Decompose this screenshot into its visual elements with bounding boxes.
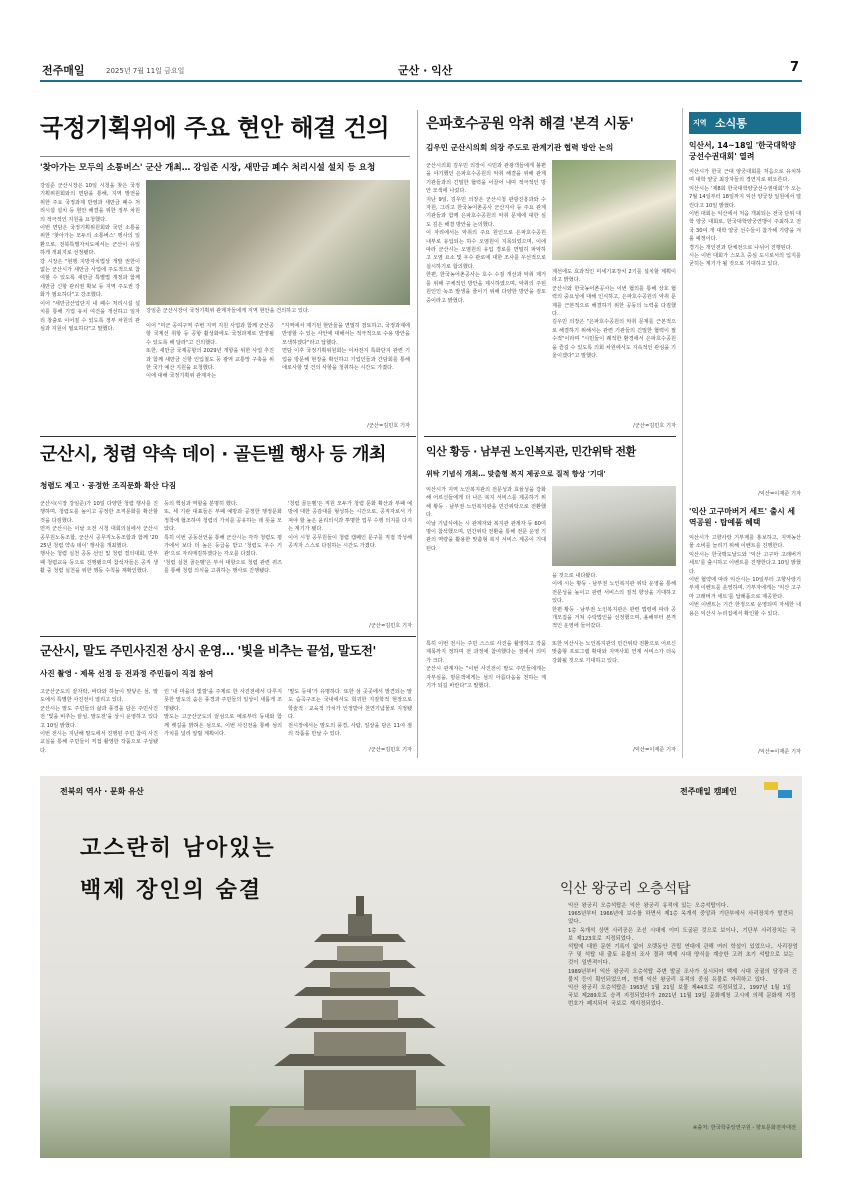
sidebar-item1-byline: /익산=이재준 기자: [758, 491, 801, 497]
sidebar-header: [689, 112, 801, 134]
article1-photo-caption: 강임준 군산시장이 국정기획위 관계자들에게 지역 현안을 건의하고 있다.: [146, 308, 310, 314]
column-divider: [417, 110, 418, 758]
article3-body-col2: 등의 핵심과 역할을 분명히 했다. 또, 세 기관 대표들은 부패 예방과 공정한 행정문화 정착에 협조하여 청렴의 가치를 공유하는 데 뜻을 모았다. 특히 이번 공동선언을 통해 군산시는 각각 청렴도 평가에서 보다 더 높은 등급을 받고 '청렴도 우수 기관'으로 자리매김하겠다는 각오를 다졌다. '청렴 실천 골든벨'은 부서 대항으로 청렴 관련 퀴즈를 통해 청렴 의식을 고취하는 행사로 진행됐다.: [164, 501, 282, 575]
article2-headline: 은파호수공원 악취 해결 '본격 시동': [426, 116, 634, 132]
article5-headline: 군산시, 말도 주민사진전 상시 운영… '빛을 비추는 끝섬, 말도전': [40, 643, 376, 658]
article4-byline: /익산=이재준 기자: [633, 747, 676, 753]
pagoda-description: 익산 왕궁리 오층석탑은 익산 왕궁리 유적에 있는 오층석탑이다. 1965년부터 1966년에 보수를 하면서 제1층 옥개석 중앙과 기단부에서 사리장치가 발견되었다. 1층 옥개석 상면 사리공은 조선 시대에 이미 도굴된 것으로 보이나, 기단부 사리장치는 국보 제123호로 지정되었다. 석탑에 대한 문헌 기록이 없어 오랫동안 건립 연대에 관해 여러 학설이 있었으나, 사리장엄구 및 석탑 내 출토 유물의 조사 결과 백제 시대 양식을 계승한 고려 초기 석탑으로 보는 것이 일반적이다. 1989년부터 익산 왕궁리 오층석탑 주변 발굴 조사가 실시되어 백제 시대 궁궐의 담장과 건물지 등이 확인되었으며, 현재 익산 왕궁리 유적의 중심 유물로 자리하고 있다. 익산 왕궁리 오층석탑은 1963년 1월 21일 보물 제44호로 지정되었고, 1997년 1월 1일 국보 제289호로 승격 지정되었다가 2021년 11월 19일 문화재청 고시에 의해 문화재 지정번호가 폐지되어 국보로 재지정되었다.: [568, 903, 798, 1008]
series-label: 전북의 역사 · 문화 유산: [60, 787, 144, 796]
sidebar-item2-body: 익산시가 고향사랑 기부제를 홍보하고, 지역농산물 소비를 늘리기 위해 이벤트를 진행한다. 익산시는 한국맥도날드와 '익산 고구마 고래버거 세트'를 출시하고 이벤트를 진행한다고 10일 밝혔다. 이번 협약에 따라 익산시는 10일부터 고향사랑기부제 이벤트를 운영하며, 기부자에게는 '익산 고구마 고래버거 세트'를 답례품으로 제공한다. 이번 이벤트는 기간 한정으로 운영되며 자세한 내용은 익산시 누리집에서 확인할 수 있다.: [689, 535, 801, 617]
sidebar-label: 지역: [693, 119, 707, 127]
campaign-accent-squares: [764, 782, 794, 798]
article1-subheadline: '찾아가는 모두의 소통버스' 군산 개최… 강임준 시장, 새만금 폐수 처리시설 설치 등 요청: [40, 163, 376, 173]
article1-headline: 국정기획위에 주요 현안 해결 건의: [40, 114, 389, 142]
sidebar-item1-body: 익산시가 한국 근대 양궁대회를 처음으로 유치하며 대학 양궁 최강자들의 경연지로 떠오른다. 익산시는 '제8회 한국대학양궁선수권대회'가 오는 7월 14일부터 18일까지 익산 양궁장 일원에서 열린다고 10일 밝혔다. 이번 대회는 익산에서 처음 개최되는 전국 단위 대학 양궁 대회로, 한국대학양궁연맹이 주최하고 전국 30여 개 대학 양궁 선수들이 참가해 기량을 겨룰 예정이다. 경기는 개인전과 단체전으로 나뉘어 진행된다. 시는 이번 대회가 스포츠 중심 도시로서의 입지를 굳히는 계기가 될 것으로 기대하고 있다.: [689, 169, 801, 268]
article4-body-col2: 을 것으로 내다봤다. 이에 시는 황등 · 남부권 노인복지관 위탁 운영을 통해 전문성을 높이고 관련 서비스의 질적 향상을 기대하고 있다. 한편 황등 · 남부권 노인복지관은 관련 법령에 따라 공개모집을 거쳐 수탁법인을 선정했으며, 올해부터 본격적인 운영에 들어갔다.: [552, 573, 676, 630]
article5-byline: /군산=김민호 기자: [369, 747, 412, 753]
divider: [40, 436, 416, 437]
sidebar-item2-byline: /익산=이재준 기자: [758, 749, 801, 755]
article1-body-col3: "지역에서 제기된 현안들을 면밀히 검토하고, 국정과제에 반영할 수 있는 사안에 대해서는 적극적으로 수용 방안을 모색하겠다"라고 답했다. 면담 이후 국정기획위원회는 이차전지 특화단지 관련 기업을 방문해 현장을 확인하고 기업인들과 간담회를 통해 애로사항 및 건의 사항을 청취하는 시간도 가졌다.: [282, 323, 410, 372]
section-title: 군산 · 익산: [398, 64, 453, 77]
accent-square-yellow: [764, 782, 778, 790]
article2-body-col2: 계선에도 효과적인 미세기포장치 2기를 설치할 계획이라고 밝혔다. 군산시와 한국농어촌공사는 이번 협의를 통해 상호 협력의 중요성에 대해 인식하고, 은파호수공원의 악취 문제를 근본적으로 해결하기 위한 공동의 노력을 다짐했다. 김우민 의장은 "은파호수공원의 악취 문제를 근본적으로 해결하기 위해서는 관련 기관들의 긴밀한 협력이 필수적"이라며 "시민들이 쾌적한 환경에서 은파호수공원을 즐길 수 있도록 의회 차원에서도 지속적인 관심을 기울이겠다"고 말했다.: [552, 269, 676, 360]
article4-headline: 익산 황등 · 남부권 노인복지관, 민간위탁 전환: [426, 445, 636, 458]
divider: [40, 636, 416, 637]
article4-photo: [552, 486, 676, 566]
article3-byline: /군산=김민호 기자: [369, 623, 412, 629]
page-header: [40, 58, 802, 82]
article2-subheadline: 김우민 군산시의회 의장 주도로 관계기관 협력 방안 논의: [426, 143, 614, 152]
article1-photo: [146, 180, 410, 305]
article5-subheadline: 사진 촬영 · 제목 선정 등 전과정 주민들이 직접 참여: [40, 669, 214, 678]
article2-photo: [552, 160, 676, 260]
campaign-label: 전주매일 캠페인: [680, 787, 737, 796]
article3-body-col3: '청렴 골든벨'은 직원 모두가 청렴 문화 확산과 부패 예방에 대한 공감대를 형성하는 시간으로, 공직자로서 가져야 할 높은 윤리의식과 투명한 업무 수행 의지를 다지는 계기가 됐다. 이어 시청 공무원들이 청렴 캠페인 문구를 직접 작성해 공직자 스스로 다짐하는 시간도 가졌다.: [288, 501, 412, 550]
article5-body-col1: 고군산군도의 끝자락, 바다와 하늘이 맞닿은 섬, 말도에서 특별한 사진전이 열리고 있다. 군산시는 말도 주민들의 삶과 풍경을 담은 주민사진전 '빛을 비추는 끝섬, 말도전'을 상시 운영하고 있다고 10일 밝혔다. 이번 전시는 지난해 말도에서 진행된 주민 참여 사진 교실을 통해 주민들이 직접 촬영한 작품으로 구성됐다.: [40, 689, 158, 754]
article1-body-col2: 이어 "미군 공여구역 주변 지역 지원 사업과 함께 군산공항 국제선 취항 등 공항 활성화에도 국정과제로 반영될 수 있도록 해 달라"고 건의했다. 또한, 새만금 국제공항의 2029년 개항을 위한 사업 추진과 함께 새만금 신항 인입철도 등 광역 교통망 구축을 위한 국가 예산 지원을 요청했다. 이에 대해 국정기획위 관계자는: [146, 323, 274, 380]
article4-body-col1: 익산시가 지역 노인복지관의 전문성과 효율성을 강화해 어르신들에게 더 나은 복지 서비스를 제공하기 위해 황등 · 남부권 노인복지관을 민간위탁으로 전환했다. 이날 기념식에는 시 관계자와 복지관 관계자 등 60여 명이 참석했으며, 민간위탁 전환을 통해 전문 운영 기관의 역량을 활용한 맞춤형 복지 서비스 제공이 기대된다.: [426, 487, 546, 552]
article3-headline: 군산시, 청렴 약속 데이 · 골든벨 행사 등 개최: [40, 444, 386, 465]
article3-body-col1: 군산시(시장 강임준)가 10일 다양한 청렴 행사를 진행하며, 청렴도를 높이고 공정한 조직문화를 확산할 것을 다짐했다. 먼저 군산시는 이날 오전 시청 대회의실에서 군산시 공무원노동조합, 군산시 공무직노동조합과 함께 '2025년 청렴 약속 데이' 행사를 개최했다. 행사는 청렴 실천 공동 선언 및 청렴 결의대회, 반부패 청렴교육 등으로 진행됐으며 참석자들은 공직 생활 중 청렴 실천을 위한 행동 수칙을 재확인했다.: [40, 501, 158, 575]
sidebar-box: [682, 108, 802, 758]
article1-body-col1: 강임준 군산시장은 10일 시청을 찾은 국정기획위원회와의 면담을 통해, 지역 발전을 위한 주요 국정과제 반영과 새만금 폐수 처리시설 설치 등 현안 해결을 위한 정부 차원의 적극적인 지원을 요청했다. 이번 면담은 국정기획위원회와 국민 소통을 위한 '찾아가는 모두의 소통버스' 행사의 일환으로, 전북특별자치도에서는 군산이 유일하게 개최지로 선정됐다. 강 시장은 "현행 지방자치법상 개발 권한이 없는 군산시가 새만금 사업에 주도적으로 참여할 수 있도록 새만금 특별법 개정과 함께 새만금 신항 관리권 확보 등 지역 주도권 강화가 필요하다"고 강조했다. 이어 "새만금산업단지 내 폐수 처리시설 설치를 통해 기업 유치 여건을 개선하고 일자리 창출로 이어질 수 있도록 정부 차원의 관심과 지원이 필요하다"고 말했다.: [40, 183, 140, 332]
masthead: 전주매일: [42, 64, 85, 77]
article2-body-col1: 군산시의회 김우민 의장이 시민과 관광객들에게 불편을 야기했던 은파호수공원의 악취 해결을 위해 관계 기관들과의 긴밀한 협력을 이끌어 내며 적극적인 방안 모색에 나섰다. 지난 9일, 김우민 의장은 군산시청 관광진흥과와 수자원, 그리고 한국농어촌공사 군산지사 등 주요 관계 기관들과 함께 은파호수공원의 악취 문제에 대한 심도 깊은 해결 방안을 논의했다. 이 자리에서는 악취의 주요 원인으로 은파호수공원 내부로 유입되는 하수 오염원이 지목되었으며, 이에 따라 군산시는 오염원의 유입 경로를 면밀히 파악하고 오염 요소 및 우수 관로에 대한 조사를 우선적으로 실시하기로 합의했다. 한편, 한국농어촌공사는 호수 수질 개선과 악취 제거를 위해 구체적인 방안을 제시하였으며, 악취의 주된 원인인 녹조 발생을 줄이기 위해 다양한 방안을 검토 중이라고 밝혔다.: [426, 163, 546, 304]
callout-line-1: 고스란히 남아있는: [80, 836, 276, 861]
article4-subheadline: 위탁 기념식 개최… 맞춤형 복지 제공으로 질적 향상 '기대': [426, 470, 606, 478]
pagoda-title: 익산 왕궁리 오층석탑: [560, 881, 691, 897]
article4-body-continuation-2: 또한 익산시는 노인복지관의 민간위탁 전환으로 어르신 맞춤형 프로그램 확대와 지역사회 연계 서비스가 더욱 강화될 것으로 기대하고 있다.: [552, 641, 678, 664]
article5-body-col2: 린 '내 마을의 빛깔'을 주제로 한 사진전에서 다루지 못한 말도의 숨은 풍경과 주민들의 일상이 새롭게 조명됐다. 말도는 고군산군도의 끝섬으로 예로부터 등대와 함께 뱃길을 밝혀온 섬으로, 이번 사진전을 통해 섬의 가치를 널리 알릴 계획이다.: [164, 689, 282, 738]
pagoda-illustration: [230, 876, 490, 1158]
article4-body-continuation-1: 특히 이번 전시는 주민 스스로 사진을 촬영하고 작품 제목까지 정하며 전 과정에 참여했다는 점에서 의미가 크다. 군산시 관계자는 "이번 사진전이 말도 주민들에게는 자부심을, 방문객에게는 섬의 아름다움을 전하는 계기가 되길 바란다"고 말했다.: [426, 641, 546, 690]
divider: [424, 436, 676, 437]
divider: [40, 156, 410, 157]
callout-line-2: 백제 장인의 숨결: [80, 878, 263, 903]
page-number: 7: [790, 60, 800, 75]
campaign-box: [40, 776, 802, 1158]
article3-subheadline: 청렴도 제고 · 공정한 조직문화 확산 다짐: [40, 481, 177, 490]
article5-body-col3: '말도 등대'가 유명하다. 또한 섬 곳곳에서 발견되는 말도 습곡구조는 국내에서도 희귀한 지질학적 현장으로 학술적 · 교육적 가치가 인정받아 천연기념물로 지정됐다. 전시장에서는 말도의 풍경, 사람, 일상을 담은 11여 점의 작품을 만날 수 있다.: [288, 689, 412, 738]
article2-byline: /군산=김민호 기자: [633, 423, 676, 429]
article1-byline: /군산=김민호 기자: [367, 423, 410, 429]
pagoda-source: ※출처: 한국학중앙연구원 - 향토문화전자대전: [692, 1125, 796, 1131]
sidebar-title: 소식통: [715, 117, 747, 130]
accent-square-blue: [778, 790, 792, 798]
sidebar-item2-title: '익산 고구마버거 세트' 출시 세역공원 · 탑예품 혜택: [689, 507, 796, 527]
issue-date: 2025년 7월 11일 금요일: [106, 67, 185, 75]
sidebar-item1-title: 익산서, 14~18일 '한국대학양궁선수권대회' 열려: [689, 141, 796, 161]
